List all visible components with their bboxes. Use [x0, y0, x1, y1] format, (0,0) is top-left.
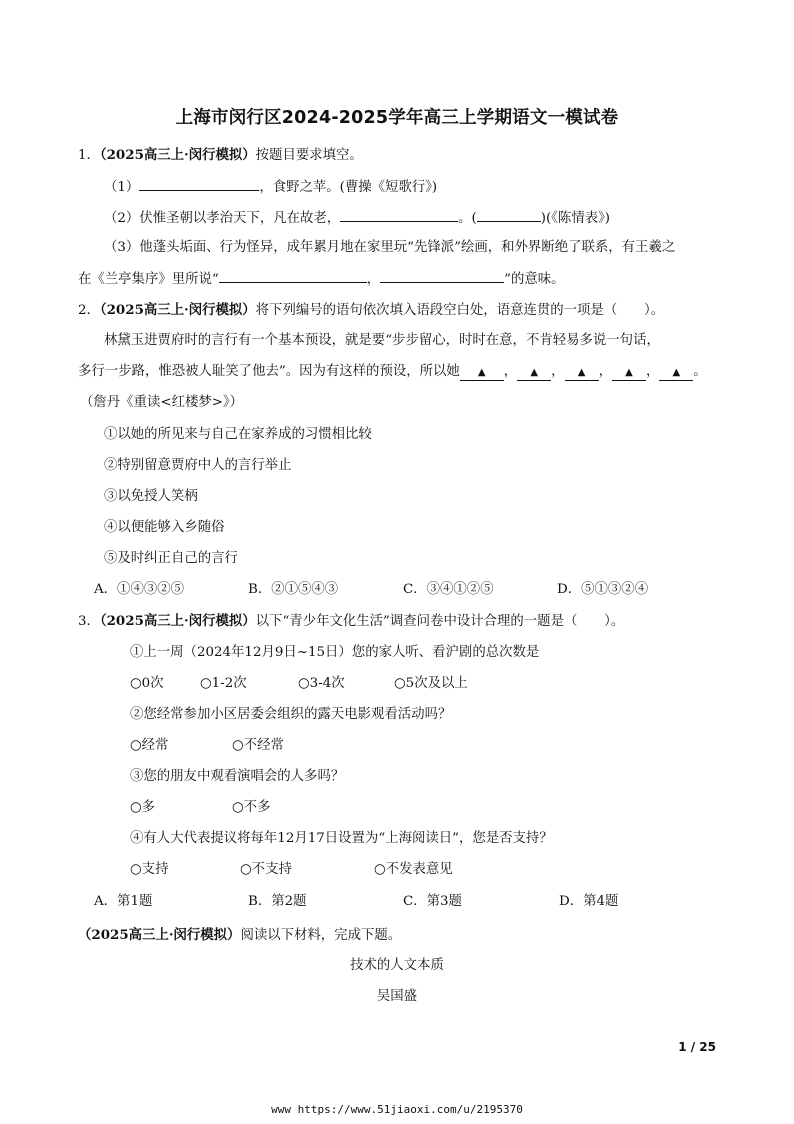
answer-blank[interactable]	[477, 207, 541, 222]
footer-watermark-link[interactable]: www https://www.51jiaoxi.com/u/2195370	[271, 1103, 523, 1116]
q3-item1-option[interactable]: ○1-2次	[200, 676, 247, 691]
q2-choice-c[interactable]: C．③④①②⑤	[403, 582, 494, 597]
q2-choice-d[interactable]: D．⑤①③②④	[557, 582, 649, 597]
triangle-blank[interactable]: ▲	[659, 366, 693, 381]
answer-blank[interactable]	[219, 268, 367, 283]
triangle-blank[interactable]: ▲	[565, 366, 599, 381]
answer-blank[interactable]	[340, 207, 458, 222]
q3-choice-c[interactable]: C．第3题	[403, 894, 462, 909]
q1-item2: （2）伏惟圣朝以孝治天下，凡在故老， 。( )(《陈情表》)	[104, 207, 610, 229]
q2-option: ⑤及时纠正自己的言行	[104, 551, 238, 566]
q1-stem	[78, 145, 363, 166]
q3-choice-d[interactable]: D．第4题	[559, 894, 619, 909]
q3-item3-option[interactable]: ○多	[130, 800, 156, 815]
triangle-blank[interactable]: ▲	[460, 366, 504, 381]
q3-item1-option[interactable]: ○0次	[130, 676, 164, 691]
q3-item4-option[interactable]: ○不发表意见	[374, 862, 453, 877]
triangle-blank[interactable]: ▲	[612, 366, 646, 381]
q1-item3-line2: 在《兰亭集序》里所说“ ， ”的意味。	[78, 268, 565, 290]
q3-item4-option[interactable]: ○支持	[130, 862, 169, 877]
q1-item3-line1: （3）他蓬头垢面、行为怪异，成年累月地在家里玩“先锋派”绘画，和外界断绝了联系，有王羲之	[104, 240, 676, 255]
q2-choice-a[interactable]: A．①④③②⑤	[94, 582, 185, 597]
q3-choice-a[interactable]: A．第1题	[94, 894, 153, 909]
q3-item2-option[interactable]: ○经常	[130, 738, 169, 753]
q1-source: （2025高三上·闵行模拟）	[99, 147, 256, 163]
q3-item1-option[interactable]: ○5次及以上	[394, 676, 468, 691]
q3-item3: ③您的朋友中观看演唱会的人多吗？	[130, 769, 345, 784]
q1-number: 1．	[78, 148, 100, 163]
reading-stem: （2025高三上·闵行模拟）阅读以下材料，完成下题。	[78, 927, 402, 943]
article-author: 吴国盛	[376, 989, 418, 1004]
q2-option: ①以她的所见来与自己在家养成的习惯相比较	[104, 427, 372, 442]
q2-option: ②特别留意贾府中人的言行举止	[104, 458, 292, 473]
triangle-blank[interactable]: ▲	[517, 366, 551, 381]
q3-choice-b[interactable]: B．第2题	[248, 894, 307, 909]
answer-blank[interactable]	[380, 268, 504, 283]
q3-item3-option[interactable]: ○不多	[232, 800, 271, 815]
q2-stem: 2．（2025高三上·闵行模拟）将下列编号的语句依次填入语段空白处，语意连贯的一项是（ ）。	[78, 302, 665, 318]
q3-stem: 3．（2025高三上·闵行模拟）以下“青少年文化生活”调查问卷中设计合理的一题是（ ）。	[78, 613, 625, 629]
article-title: 技术的人文本质	[350, 958, 444, 973]
q3-item4-option[interactable]: ○不支持	[240, 862, 292, 877]
page-title: 上海市闵行区2024-2025学年高三上学期语文一模试卷	[175, 108, 619, 128]
q2-choice-b[interactable]: B．②①⑤④③	[248, 582, 339, 597]
q2-citation: （詹丹《重读<红楼梦>》）	[80, 395, 244, 410]
q3-item4: ④有人大代表提议将每年12月17日设置为“上海阅读日”，您是否支持？	[130, 831, 553, 846]
q2-option: ③以免授人笑柄	[104, 489, 198, 504]
answer-blank[interactable]	[139, 176, 259, 191]
q2-option: ④以便能够入乡随俗	[104, 520, 225, 535]
q3-item2-option[interactable]: ○不经常	[232, 738, 284, 753]
page-number: 1 / 25	[678, 1040, 716, 1054]
q1-item1: （1） ，食野之苹。(曹操《短歌行》)	[104, 176, 437, 198]
q3-item2: ②您经常参加小区居委会组织的露天电影观看活动吗？	[130, 707, 452, 722]
q2-paragraph-line1: 林黛玉进贾府时的言行有一个基本预设，就是要“步步留心，时时在意，不肯轻易多说一句话，	[104, 333, 660, 348]
q2-paragraph-line2: 多行一步路，惟恐被人耻笑了他去”。因为有这样的预设，所以她 ▲ ， ▲ ， ▲ ， ▲ ， ▲ 。	[78, 364, 707, 379]
q1-prompt: 按题目要求填空。	[255, 148, 363, 163]
q3-item1-option[interactable]: ○3-4次	[298, 676, 345, 691]
q3-item1: ①上一周（2024年12月9日~15日）您的家人听、看沪剧的总次数是	[130, 645, 540, 660]
